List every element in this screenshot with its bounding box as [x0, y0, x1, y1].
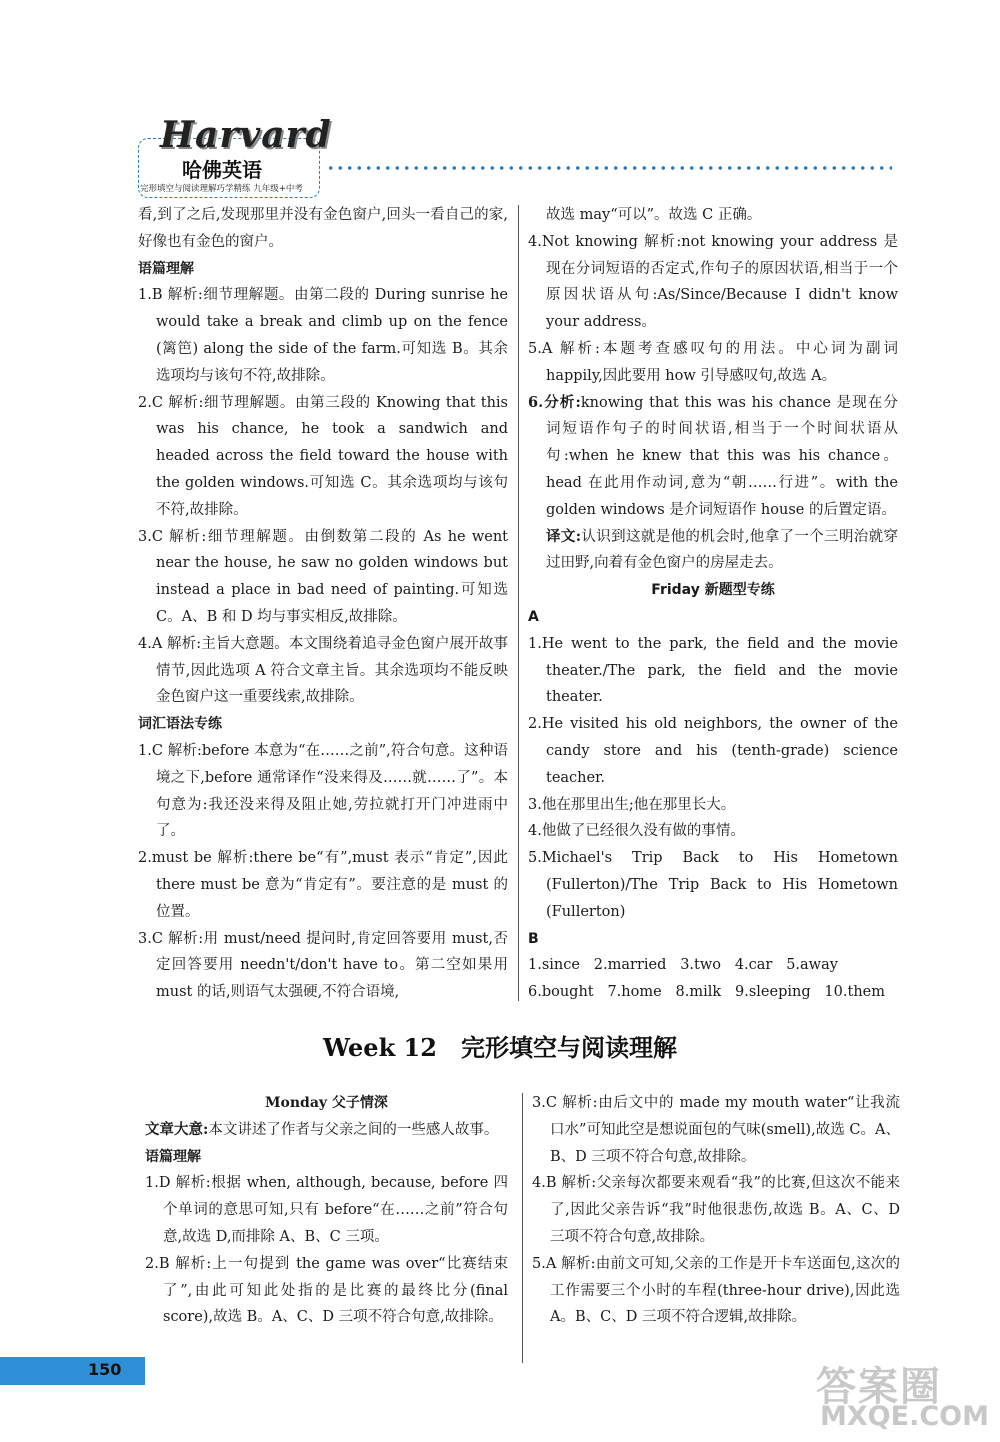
answer-key-row: 1.since 2.married 3.two 4.car 5.away	[528, 957, 838, 974]
logo-title: Harvard	[160, 114, 332, 156]
answer-item: 3.他在那里出生;他在那里长大。	[528, 796, 736, 813]
watermark-en: MXQE.COM	[820, 1401, 989, 1432]
answer-item: 5.A 解析:本题考查感叹句的用法。中心词为副词 happily,因此要用 how 引导感叹句,故选 A。	[528, 340, 898, 384]
header-dotted-rule	[326, 165, 892, 171]
watermark-cn: 答案圈	[816, 1364, 942, 1410]
bottom-right-column	[532, 1090, 900, 1331]
answer-item: 4.Not knowing 解析:not knowing your address 是现在分词短语的否定式,作句子的原因状语,相当于一个原因状语从句:As/Since/Because I didn't know your address。	[528, 233, 898, 331]
answer-item: 1.He went to the park, the field and the movie theater./The park, the field and the movie theater.	[528, 635, 898, 706]
page-number-bar	[0, 1357, 145, 1385]
answer-key-row: 6.bought 7.home 8.milk 9.sleeping 10.them	[528, 984, 885, 1001]
part-label: A	[528, 608, 539, 625]
answer-item: 2.B 解析:上一句提到 the game was over“比赛结束了”,由此可知此处指的是比赛的最终比分(final score),故选 B。A、C、D 三项不符合句意,故排除。	[145, 1255, 508, 1326]
header-logo	[138, 114, 332, 198]
right-column	[528, 202, 898, 1006]
part-label: B	[528, 930, 539, 947]
answer-item	[528, 390, 898, 524]
page-number: 150	[88, 1360, 122, 1379]
logo-chinese-title: 哈佛英语	[182, 158, 262, 182]
section-heading: 语篇理解	[138, 260, 194, 277]
column-divider	[518, 205, 519, 1001]
label: 文章大意:	[145, 1120, 209, 1138]
text: 本文讲述了作者与父亲之间的一些感人故事。	[208, 1121, 499, 1138]
summary	[145, 1117, 508, 1144]
watermark-logo	[812, 1355, 992, 1437]
paragraph: 看,到了之后,发现那里并没有金色窗户,回头一看自己的家,好像也有金色的窗户。	[138, 207, 508, 250]
text: 认识到这就是他的机会时,他拿了一个三明治就穿过田野,向着有金色窗户的房屋走去。	[546, 528, 899, 572]
answer-item: 4.A 解析:主旨大意题。本文围绕着追寻金色窗户展开故事情节,因此选项 A 符合文章主旨。其余选项均不能反映金色窗户这一重要线索,故排除。	[138, 635, 508, 706]
column-divider	[522, 1093, 523, 1363]
left-column	[138, 202, 508, 1006]
answer-item: 5.Michael's Trip Back to His Hometown (Fullerton)/The Trip Back to His Hometown (Fullerton)	[528, 850, 898, 920]
answer-item: 3.C 解析:用 must/need 提问时,肯定回答要用 must,否定回答要用 needn't/don't have to。第二空如果用 must 的话,则语气太强硬,不符合语境,	[138, 930, 508, 1001]
translation	[528, 524, 898, 578]
bottom-left-column	[145, 1090, 508, 1331]
answer-item: 2.C 解析:细节理解题。由第三段的 Knowing that this was his chance, he took a sandwich and headed across the field toward the house with the golden windows.可知选 C。其余选项均与该句不符,故排除。	[138, 394, 508, 518]
label: 译文:	[546, 527, 582, 545]
answer-item: 4.他做了已经很久没有做的事情。	[528, 823, 745, 840]
friday-heading: Friday 新题型专练	[651, 582, 775, 599]
answer-item: 1.D 解析:根据 when, although, because, before 四个单词的意思可知,只有 before“在……之前”符合句意,故选 D,而排除 A、B、C 三项。	[145, 1175, 508, 1245]
answer-item: 4.B 解析:父亲每次都要来观看“我”的比赛,但这次不能来了,因此父亲告诉“我”时他很悲伤,故选 B。A、C、D 三项不符合句意,故排除。	[532, 1175, 900, 1245]
answer-item: 3.C 解析:细节理解题。由倒数第二段的 As he went near the house, he saw no golden windows but instead a place in bad need of painting.可知选 C。A、B 和 D 均与事实相反,故排除。	[138, 528, 508, 625]
week-title: 完形填空与阅读理解	[460, 1034, 677, 1062]
monday-heading: Monday 父子情深	[265, 1095, 388, 1111]
logo-subtitle: 完形填空与阅读理解巧学精练 九年级+中考	[140, 184, 303, 194]
week-number: Week 12	[323, 1033, 437, 1062]
section-heading: 语篇理解	[145, 1148, 201, 1165]
answer-item: 1.B 解析:细节理解题。由第二段的 During sunrise he would take a break and climb up on the fence (篱笆) along the side of the farm.可知选 B。其余选项均与该句不符,故排除。	[138, 287, 508, 384]
answer-item: 2.must be 解析:there be“有”,must 表示“肯定”,因此 there must be 意为“肯定有”。要注意的是 must 的位置。	[138, 850, 508, 920]
text: knowing that this was his chance 是现在分词短语作句子的时间状语,相当于一个时间状语从句:when he knew that this was his chance。head 在此用作动词,意为“朝……行进”。with the golden windows 是介词短语作 house 的后置定语。	[546, 394, 898, 518]
answer-item: 1.C 解析:before 本意为“在……之前”,符合句意。这种语境之下,before 通常译作“没来得及……就……了”。本句意为:我还没来得及阻止她,劳拉就打开门冲进雨中了。	[138, 742, 508, 840]
week-heading	[0, 1028, 1000, 1063]
label: 6.分析:	[528, 393, 581, 411]
answer-item: 3.C 解析:由后文中的 made my mouth water“让我流口水”可知此空是想说面包的气味(smell),故选 C。A、B、D 三项不符合句意,故排除。	[532, 1095, 900, 1165]
answer-item: 5.A 解析:由前文可知,父亲的工作是开卡车送面包,这次的工作需要三个小时的车程(three-hour drive),因此选 A。B、C、D 三项不符合逻辑,故排除。	[532, 1255, 900, 1326]
section-heading: 词汇语法专练	[138, 716, 222, 733]
paragraph: 故选 may“可以”。故选 C 正确。	[546, 207, 762, 223]
answer-item: 2.He visited his old neighbors, the owner of the candy store and his (tenth-grade) science teacher.	[528, 716, 898, 786]
